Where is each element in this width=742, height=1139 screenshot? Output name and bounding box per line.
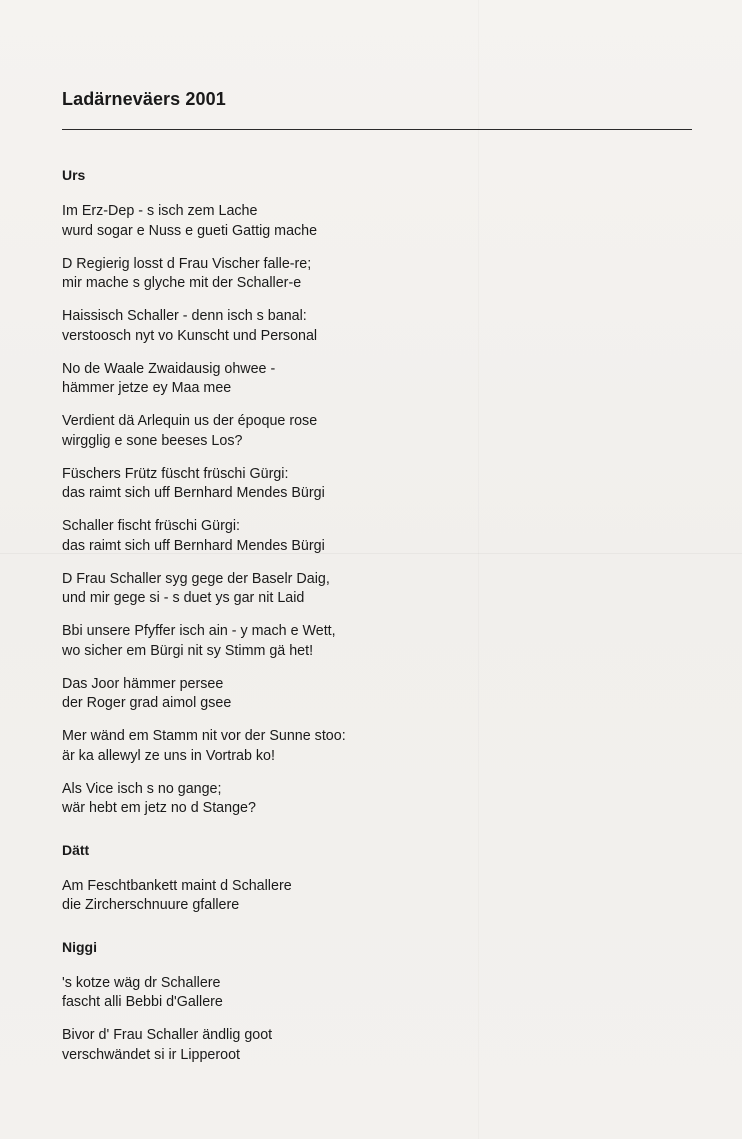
stanza [62,517,682,556]
stanza [62,255,682,294]
verse-line: die Zircherschnuure gfallere [62,897,240,913]
verse-line: 's kotze wäg dr Schallere [62,974,221,991]
verse-line: D Regierig losst d Frau Vischer falle-re; [62,255,312,272]
stanza [62,780,682,819]
verse-line: wurd sogar e Nuss e gueti Gattig mache [62,222,318,239]
document-title: Ladärneväers 2001 [62,89,226,109]
verse-line: Mer wänd em Stamm nit vor der Sunne stoo: [62,728,346,744]
verse-line: Bbi unsere Pfyffer isch ain - y mach e Wett, [62,623,336,639]
stanza [62,727,682,766]
verse-line: Als Vice isch s no gange; [62,780,222,797]
verse-line: der Roger grad aimol gsee [62,695,232,711]
stanza [62,570,682,609]
poem-content [62,166,682,1065]
stanza [62,675,682,714]
stanza [62,360,682,399]
stanza [62,622,682,661]
verse-line: Am Feschtbankett maint d Schallere [62,877,292,894]
section-heading: Niggi [62,938,97,955]
stanza [62,974,682,1013]
verse-line: verschwändet si ir Lipperoot [62,1046,241,1063]
stanza [62,202,682,241]
verse-line: Schaller fischt früschi Gürgi: [62,518,240,534]
verse-line: No de Waale Zwaidausig ohwee - [62,360,276,377]
stanza [62,877,682,916]
verse-line: das raimt sich uff Bernhard Mendes Bürgi [62,485,325,501]
verse-line: verstoosch nyt vo Kunscht und Personal [62,327,318,344]
stanza [62,412,682,451]
verse-line: mir mache s glyche mit der Schaller-e [62,275,302,291]
verse-line: Das Joor hämmer persee [62,675,224,692]
section-heading: Dätt [62,841,90,858]
verse-line: Im Erz-Dep - s isch zem Lache [62,203,258,219]
verse-line: Bivor d' Frau Schaller ändlig goot [62,1027,273,1043]
section-heading: Urs [62,167,86,183]
verse-line: D Frau Schaller syg gege der Baselr Daig, [62,570,330,587]
verse-line: Haissisch Schaller - denn isch s banal: [62,308,307,324]
stanza [62,465,682,504]
verse-line: fascht alli Bebbi d'Gallere [62,994,223,1010]
verse-line: Verdient dä Arlequin us der époque rose [62,413,318,429]
verse-line: und mir gege si - s duet ys gar nit Laid [62,590,305,606]
verse-line: wo sicher em Bürgi nit sy Stimm gä het! [62,642,314,659]
verse-line: wär hebt em jetz no d Stange? [62,800,256,816]
verse-line: Füschers Frütz füscht früschi Gürgi: [62,465,289,482]
verse-line: das raimt sich uff Bernhard Mendes Bürgi [62,537,325,554]
verse-line: hämmer jetze ey Maa mee [62,380,232,396]
title-rule [62,129,692,130]
stanza [62,307,682,346]
stanza [62,1026,682,1065]
verse-line: wirgglig e sone beeses Los? [62,432,243,449]
verse-line: är ka allewyl ze uns in Vortrab ko! [62,747,275,764]
